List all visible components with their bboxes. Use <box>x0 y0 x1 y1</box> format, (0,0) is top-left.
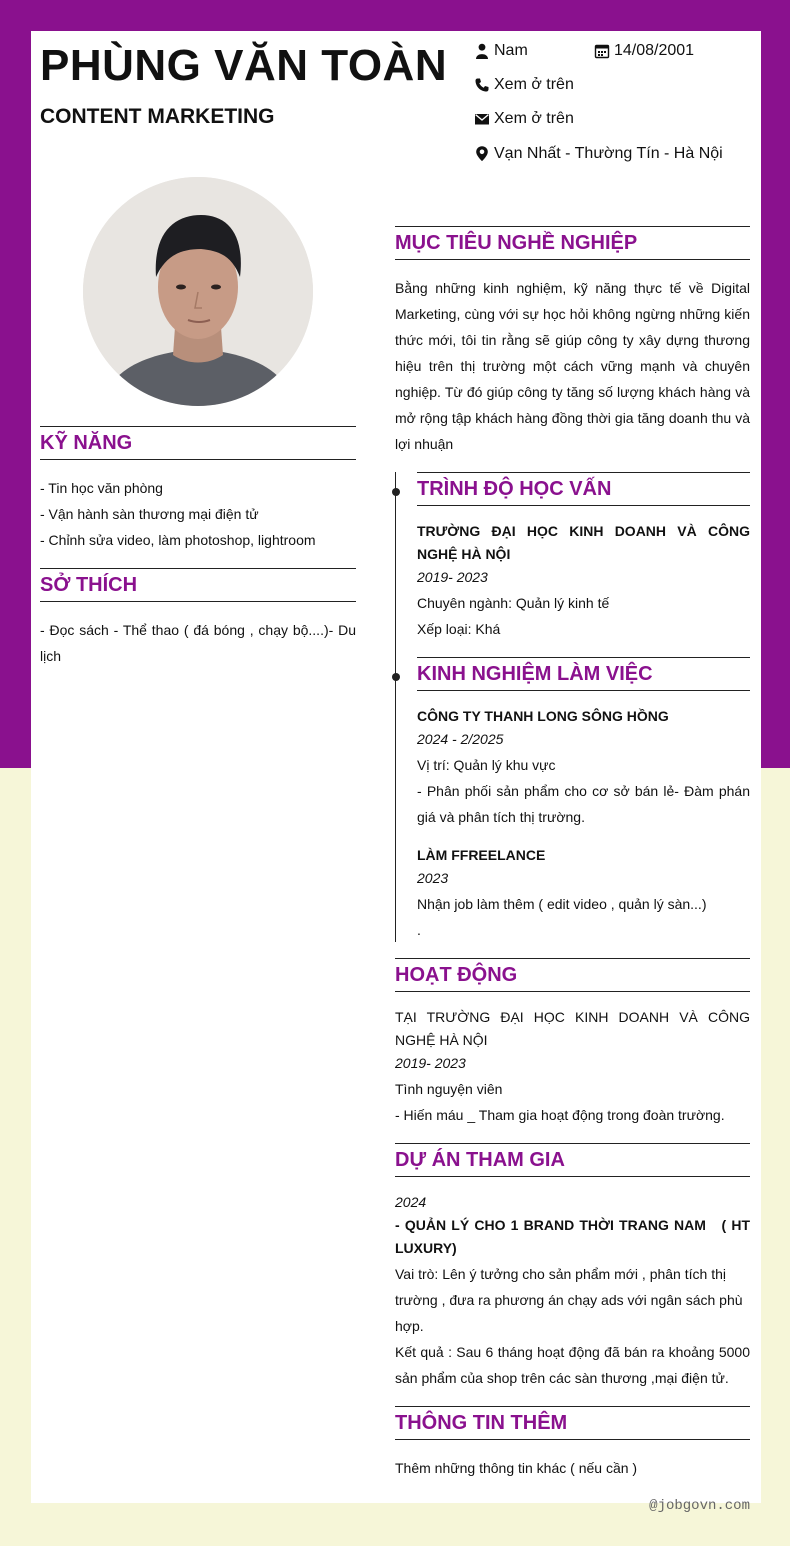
activity-org: TẠI TRƯỜNG ĐẠI HỌC KINH DOANH VÀ CÔNG NGHỆ HÀ NỘI <box>395 1009 750 1048</box>
activity-header <box>395 1006 750 1075</box>
contact-address <box>474 144 723 163</box>
job-header <box>417 844 750 890</box>
contact-dob <box>594 42 694 60</box>
skill-item: - Tin học văn phòng <box>40 480 163 496</box>
profile-photo <box>83 177 313 406</box>
job-period: 2024 - 2/2025 <box>417 731 504 747</box>
education-school <box>417 520 750 589</box>
job-details <box>417 752 750 830</box>
location-pin-icon <box>474 144 490 163</box>
phone-value: Xem ở trên <box>494 76 574 93</box>
project-role: Vai trò: Lên ý tưởng cho sản phẩm mới , phân tích thị trường , đưa ra phương án chạy ads với ngân sách phù hợp. <box>395 1266 743 1334</box>
activity-role: Tình nguyện viên <box>395 1081 503 1097</box>
skill-item: - Vận hành sàn thương mại điện tử <box>40 506 259 522</box>
contact-phone <box>474 76 574 94</box>
activity-period: 2019- 2023 <box>395 1055 466 1071</box>
project-name: - QUẢN LÝ CHO 1 BRAND THỜI TRANG NAM ( HT LUXURY) <box>395 1217 754 1256</box>
job-period: 2023 <box>417 870 449 886</box>
skills-list <box>40 475 356 553</box>
candidate-name: PHÙNG VĂN TOÀN <box>40 41 448 90</box>
job-company: CÔNG TY THANH LONG SÔNG HỒNG <box>417 708 669 724</box>
job-position: Vị trí: Quản lý khu vực <box>417 757 556 773</box>
objective-text: Bằng những kinh nghiệm, kỹ năng thực tế về Digital Marketing, cùng với sự học hỏi không ngừng những kiến thức mới, tôi tin rằng sẽ giúp công ty xây dựng thương hiệu trên thị trường một cách vững mạnh và chuyên nghiệp. Từ đó giúp công ty tăng số lượng khách hàng và mở rộng tập khách hàng đồng thời gia tăng doanh thu và lợi nhuận <box>395 280 750 452</box>
person-icon <box>474 43 490 59</box>
cv-page <box>31 31 761 1503</box>
extra-info-title: THÔNG TIN THÊM <box>395 1406 750 1440</box>
address-value: Vạn Nhất - Thường Tín - Hà Nội <box>494 144 723 162</box>
activity-details <box>395 1076 750 1128</box>
job-company: LÀM FFREELANCE <box>417 847 546 863</box>
objective-title: MỤC TIÊU NGHỀ NGHIỆP <box>395 226 750 260</box>
education-major: Chuyên ngành: Quản lý kinh tế <box>417 595 610 611</box>
job-desc: Nhận job làm thêm ( edit video , quản lý sàn...) <box>417 896 707 912</box>
job-header <box>417 705 750 751</box>
watermark: @jobgovn.com <box>649 1498 750 1514</box>
job-desc: - Phân phối sản phẩm cho cơ sở bán lẻ- Đàm phán giá và phân tích thị trường. <box>417 783 750 825</box>
education-period: 2019- 2023 <box>417 569 488 585</box>
contact-gender <box>474 42 528 60</box>
timeline-dot <box>392 673 400 681</box>
gender-value: Nam <box>494 42 528 59</box>
extra-info-text: Thêm những thông tin khác ( nếu cần ) <box>395 1460 638 1476</box>
school-name: TRƯỜNG ĐẠI HỌC KINH DOANH VÀ CÔNG NGHỆ HÀ NỘI <box>417 523 750 562</box>
phone-icon <box>474 77 490 93</box>
job-details <box>417 891 750 943</box>
candidate-role: CONTENT MARKETING <box>40 105 275 128</box>
job-extra: . <box>417 922 421 938</box>
education-details <box>417 590 750 642</box>
education-grade: Xếp loại: Khá <box>417 621 501 637</box>
email-value: Xem ở trên <box>494 110 574 127</box>
experience-title: KINH NGHIỆM LÀM VIỆC <box>417 657 750 691</box>
hobbies-title: SỞ THÍCH <box>40 568 356 602</box>
mail-icon <box>474 111 490 127</box>
project-year: 2024 <box>395 1194 427 1210</box>
timeline-line <box>395 472 396 942</box>
activities-title: HOẠT ĐỘNG <box>395 958 750 992</box>
education-title: TRÌNH ĐỘ HỌC VẤN <box>417 472 750 506</box>
portrait-illustration <box>83 177 313 406</box>
dob-value: 14/08/2001 <box>614 42 695 59</box>
project-details <box>395 1261 750 1391</box>
skill-item: - Chỉnh sửa video, làm photoshop, lightroom <box>40 532 316 548</box>
activity-desc: - Hiến máu _ Tham gia hoạt động trong đoàn trường. <box>395 1107 725 1123</box>
timeline-dot <box>392 488 400 496</box>
project-header <box>395 1191 754 1260</box>
hobbies-text: - Đọc sách - Thể thao ( đá bóng , chạy bộ....)- Du lịch <box>40 622 356 664</box>
contact-email <box>474 110 574 128</box>
calendar-icon <box>594 43 610 59</box>
skills-title: KỸ NĂNG <box>40 426 356 460</box>
projects-title: DỰ ÁN THAM GIA <box>395 1143 750 1177</box>
project-result: Kết quả : Sau 6 tháng hoạt động đã bán ra khoảng 5000 sản phẩm của shop trên các sàn thương ,mại điện tử. <box>395 1344 750 1386</box>
